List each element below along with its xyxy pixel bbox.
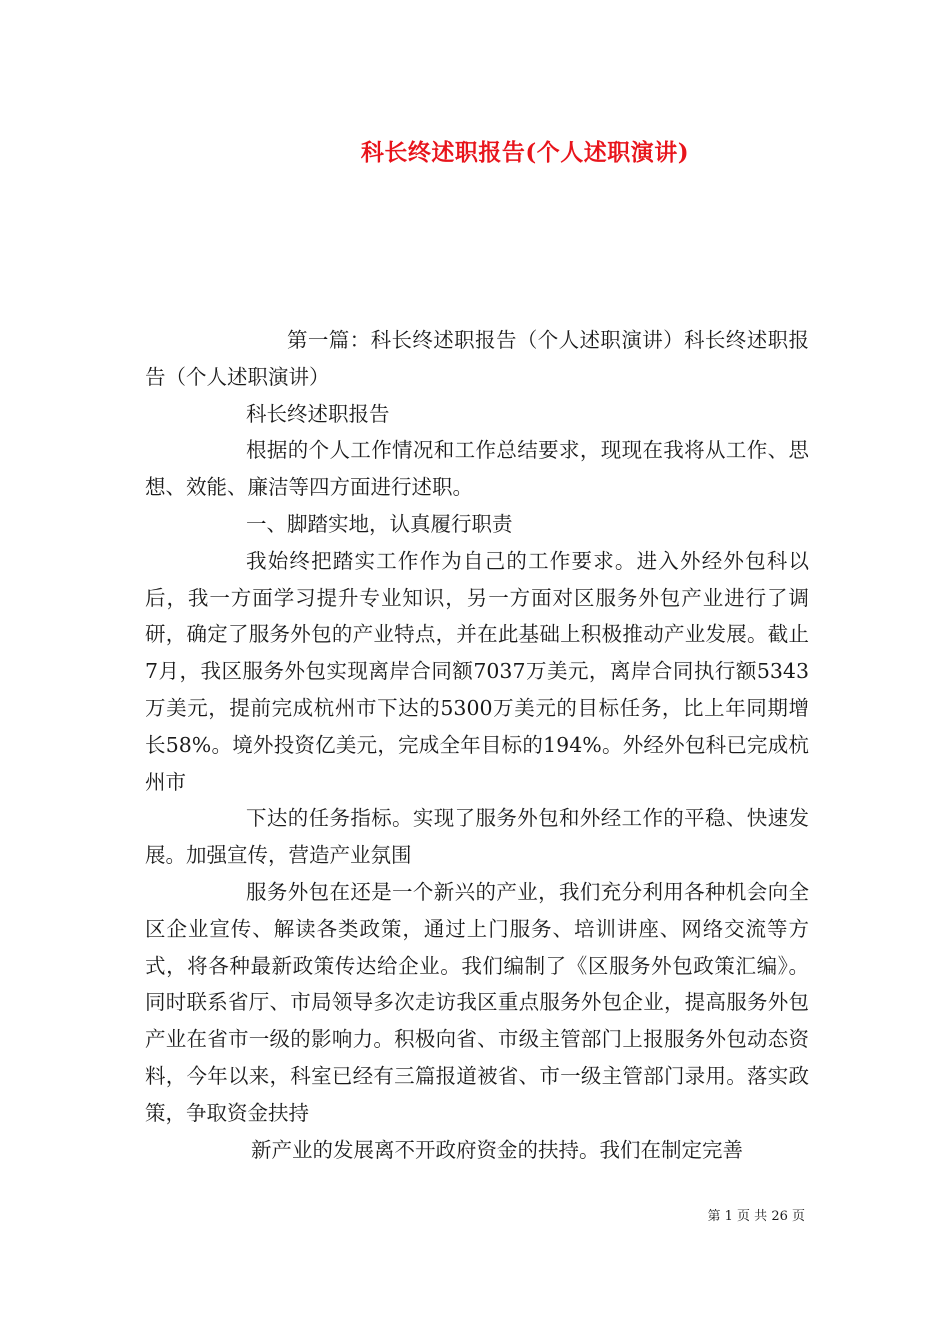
paragraph-report-title: 科长终述职报告 (246, 401, 390, 426)
paragraph-section-one: 一、脚踏实地，认真履行职责 (246, 511, 513, 536)
paragraph-publicity: 服务外包在还是一个新兴的产业，我们充分利用各种机会向全区企业宣传、解读各类政策，通过上门服务、培训讲座、网络交流等方式，将各种最新政策传达给企业。我们编制了《区服务外包政策汇编》。同时联系省厅、市局领导多次走访我区重点服务外包企业，提高服务外包产业在省市一级的影响力。积极向省、市级主管部门上报服务外包动态资料，今年以来，科室已经有三篇报道被省、市一级主管部门录用。落实政策，争取资金扶持 (145, 879, 809, 1125)
paragraph-heading-first: 第一篇：科长终述职报告（个人述职演讲）科长终述职报告（个人述职演讲） (145, 328, 809, 389)
page-title: 科长终述职报告(个人述职演讲) (360, 139, 690, 166)
page-number: 第 1 页 共 26 页 (707, 1209, 805, 1224)
paragraph-intro: 根据的个人工作情况和工作总结要求，现现在我将从工作、思想、效能、廉洁等四方面进行述职。 (145, 438, 809, 500)
paragraph-funding: 新产业的发展离不开政府资金的扶持。我们在制定完善 (251, 1137, 743, 1162)
paragraph-work-summary: 我始终把踏实工作作为自己的工作要求。进入外经外包科以后，我一方面学习提升专业知识，另一方面对区服务外包产业进行了调研，确定了服务外包的产业特点，并在此基础上积极推动产业发展。截止7月，我区服务外包实现离岸合同额7037万美元，离岸合同执行额5343万美元，提前完成杭州市下达的5300万美元的目标任务，比上年同期增长58%。境外投资亿美元，完成全年目标的194%。外经外包科已完成杭州市 (145, 548, 809, 794)
document-body (145, 322, 809, 1168)
paragraph-task-completion: 下达的任务指标。实现了服务外包和外经工作的平稳、快速发展。加强宣传，营造产业氛围 (145, 806, 809, 868)
